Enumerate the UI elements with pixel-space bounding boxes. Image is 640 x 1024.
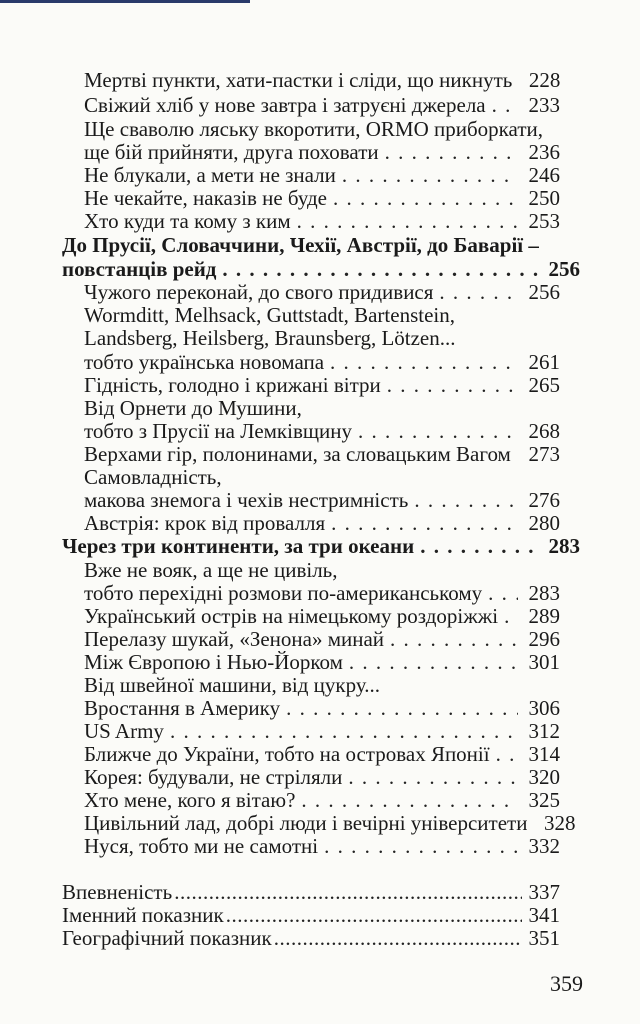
toc-entry (84, 628, 560, 651)
toc-leader (324, 835, 518, 858)
toc-entry-page: 280 (528, 511, 560, 535)
toc-backmatter-entry (62, 927, 560, 950)
toc-entry-title: Чужого переконай, до свого придивися (84, 280, 434, 304)
toc-entry-page: 276 (528, 488, 560, 512)
toc-section-heading (62, 258, 580, 281)
page-number: 359 (550, 971, 583, 996)
toc-section-title: До Прусії, Словаччини, Чехії, Австрії, до Баварії – (62, 233, 539, 257)
toc-entry-page: 341 (528, 903, 560, 927)
toc-leader (504, 605, 518, 628)
toc-entry (84, 374, 560, 397)
toc-leader (286, 697, 518, 720)
toc-entry-title: US Army (84, 719, 164, 743)
toc-entry-title: Впевненість (62, 880, 173, 904)
toc-entry (84, 605, 560, 628)
toc-entry (84, 674, 560, 697)
toc-entry (84, 512, 560, 535)
toc-entry-title: макова знемога і чехів нестримність (84, 488, 409, 512)
toc-entry (84, 811, 576, 835)
toc-leader (274, 927, 522, 950)
toc-entry-title: Верхами гір, полонинами, за словацьким Вагом (84, 442, 511, 466)
toc-entry-title: Нуся, тобто ми не самотні (84, 834, 319, 858)
toc-entry-title: тобто з Прусії на Лемківщину (84, 419, 353, 443)
toc-entry-page: 351 (528, 926, 560, 950)
toc-entry (84, 94, 560, 117)
toc-entry-page: 273 (528, 442, 560, 466)
toc-entry-title: Wormditt, Melhsack, Guttstadt, Bartenstein, (84, 303, 455, 327)
toc-entry-page: 328 (543, 811, 576, 835)
toc-entry (84, 559, 560, 582)
toc-section-heading (62, 535, 580, 558)
toc-entry-title: Хто мене, кого я вітаю? (84, 788, 296, 812)
toc-leader (348, 766, 518, 789)
toc-entry-page: 312 (528, 719, 560, 743)
toc-entry-page: 296 (528, 627, 560, 651)
toc-leader (333, 187, 518, 210)
toc-backmatter-entry (62, 881, 560, 904)
toc-leader (301, 789, 518, 812)
toc-entry-page: 256 (528, 280, 560, 304)
toc-leader (297, 210, 518, 233)
toc-entry-title: Перелазу шукай, «Зенона» минай (84, 627, 385, 651)
toc-leader (226, 904, 522, 927)
toc-entry (84, 69, 560, 92)
toc-section-page: 283 (548, 534, 580, 558)
toc-leader (330, 351, 518, 374)
toc-entry-title: Свіжий хліб у нове завтра і затруєні джерела (84, 93, 486, 117)
toc-entry-title: Корея: будували, не стріляли (84, 765, 343, 789)
toc-leader (387, 374, 518, 397)
toc-entry-title: Landsberg, Heilsberg, Braunsberg, Lötzen... (84, 326, 456, 350)
toc-entry-title: Ближче до України, тобто на островах Японії (84, 742, 490, 766)
toc-entry-title: Австрія: крок від провалля (84, 511, 326, 535)
toc-entry-page: 301 (528, 650, 560, 674)
toc-entry-title: Мертві пункти, хати-пастки і сліди, що никнуть (84, 68, 513, 92)
toc-entry (84, 443, 560, 466)
toc-section-page: 256 (548, 257, 580, 281)
toc-entry-page: 228 (528, 68, 561, 92)
toc-entry-title: Хто куди та кому з ким (84, 209, 291, 233)
toc-entry (84, 835, 560, 858)
toc-leader (170, 720, 518, 743)
toc-entry-page: 265 (528, 373, 560, 397)
toc-entry (84, 582, 560, 605)
toc-entry-page: 261 (528, 350, 560, 374)
toc-entry (84, 420, 560, 443)
top-rule (0, 0, 250, 3)
toc-entry-title: тобто перехідні розмови по-американському (84, 581, 483, 605)
toc-entry-page: 246 (528, 163, 560, 187)
toc-entry-title: Не блукали, а мети не знали (84, 163, 336, 187)
toc-section-title: повстанців рейд (62, 257, 217, 281)
toc-entry (84, 466, 560, 489)
toc-entry-page: 306 (528, 696, 560, 720)
toc-entry-title: Гідність, голодно і крижані вітри (84, 373, 381, 397)
toc-entry-title: Від швейної машини, від цукру... (84, 673, 380, 697)
toc-leader (222, 258, 538, 281)
toc-entry-page: 289 (528, 604, 560, 628)
toc-entry-page: 236 (528, 140, 560, 164)
toc-backmatter-entry (62, 904, 560, 927)
toc-entry (84, 651, 560, 674)
toc-entry-page: 233 (528, 93, 560, 117)
toc-leader (349, 651, 518, 674)
toc-entry-title: Іменний показник (62, 903, 224, 927)
toc-entry-page: 325 (528, 788, 560, 812)
toc-entry (84, 789, 560, 812)
toc-entry (84, 210, 560, 233)
toc-entry-page: 283 (528, 581, 560, 605)
toc-entry-page: 337 (528, 880, 560, 904)
toc-entry-title: тобто українська новомапа (84, 350, 325, 374)
toc-section-heading (62, 234, 580, 257)
toc-entry-title: Географічний показник (62, 926, 272, 950)
toc-entry (84, 187, 560, 210)
toc-entry-page: 320 (528, 765, 560, 789)
toc-entry (84, 397, 560, 420)
toc-entry-title: Ще сваволю ляську вкоротити, ORMO приборкати, (84, 117, 543, 141)
toc-entry (84, 304, 560, 327)
toc-entry-title: Від Орнети до Мушини, (84, 396, 302, 420)
toc-leader (414, 489, 518, 512)
toc-entry (84, 281, 560, 304)
toc-entry-page: 268 (528, 419, 560, 443)
toc-entry-title: Цивільний лад, добрі люди і вечірні університети (84, 811, 528, 835)
toc-leader (385, 141, 518, 164)
toc-entry-page: 250 (528, 186, 560, 210)
toc-entry (84, 697, 560, 720)
toc-entry-title: Вростання в Америку (84, 696, 281, 720)
toc-entry-title: Український острів на німецькому роздоріжжі (84, 604, 499, 628)
toc-entry (84, 351, 560, 374)
toc-leader (174, 881, 522, 904)
toc-entry (84, 141, 560, 164)
toc-leader (517, 443, 518, 466)
toc-leader (358, 420, 518, 443)
toc-entry-title: ще бій прийняти, друга поховати (84, 140, 379, 164)
toc-entry-page: 314 (528, 742, 560, 766)
toc-entry-title: Між Європою і Нью-Йорком (84, 650, 343, 674)
toc-entry (84, 720, 560, 743)
toc-entry-title: Самовладність, (84, 465, 222, 489)
toc-entry (84, 164, 560, 187)
toc-entry (84, 489, 560, 512)
toc-leader (331, 512, 518, 535)
toc-leader (492, 94, 518, 117)
toc-leader (390, 628, 518, 651)
toc-entry-page: 253 (528, 209, 560, 233)
toc-entry-title: Вже не вояк, а ще не цивіль, (84, 558, 338, 582)
toc-leader (496, 743, 518, 766)
toc-leader (439, 281, 518, 304)
toc-entry-title: Не чекайте, наказів не буде (84, 186, 327, 210)
toc-entry (84, 743, 560, 766)
toc-leader (420, 535, 538, 558)
toc-leader (342, 164, 518, 187)
toc-entry (84, 327, 560, 350)
toc-entry-page: 332 (528, 834, 560, 858)
toc-section-title: Через три континенти, за три океани (62, 534, 415, 558)
toc-leader (488, 582, 518, 605)
toc-entry (84, 118, 560, 141)
toc-entry (84, 766, 560, 789)
